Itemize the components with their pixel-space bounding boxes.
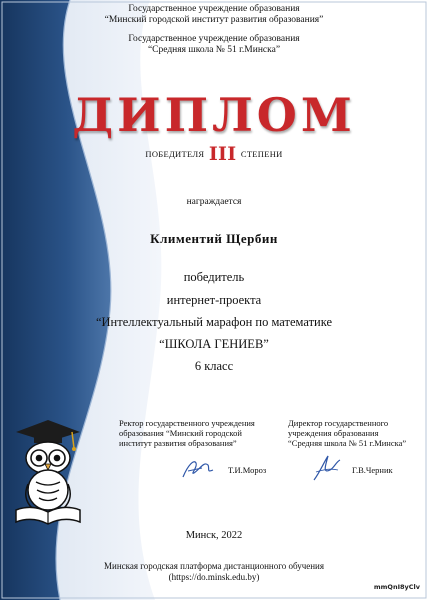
footer [0, 561, 428, 582]
signature-left-scribble [180, 455, 216, 481]
signature-right-name: Г.В.Черник [352, 465, 393, 475]
body-line-3: “Интеллектуальный марафон по математике [95, 315, 333, 329]
header-org1 [0, 4, 428, 26]
footer-line1: Минская городская платформа дистанционного обучения [104, 561, 324, 571]
header-org2 [0, 34, 428, 56]
signature-right-line3: “Средняя школа № 51 г.Минска” [288, 438, 407, 448]
owl-graduate-icon [10, 418, 86, 526]
degree-roman: III [208, 143, 237, 165]
degree-before: ПОБЕДИТЕЛЯ [145, 149, 205, 159]
verification-code: mmQnI8yClv [373, 583, 420, 591]
body-line-1: победитель [183, 270, 245, 284]
awarded-text: награждается [186, 197, 242, 207]
place-date: Минск, 2022 [185, 530, 243, 541]
footer-line2: (https://do.minsk.edu.by) [168, 571, 260, 582]
signature-right-line2: учреждения образования [288, 428, 379, 438]
diploma-title: ДИПЛОМ [72, 88, 356, 142]
signature-right-line1: Директор государственного [288, 418, 389, 428]
signature-left-name: Т.И.Мороз [228, 465, 267, 475]
signature-left-line1: Ректор государственного учреждения [119, 418, 255, 428]
signature-left-line3: институт развития образования” [119, 438, 237, 448]
header-org2-line2: “Средняя школа № 51 г.Минска” [147, 45, 281, 55]
body-line-4: “ШКОЛА ГЕНИЕВ” [159, 337, 269, 351]
header-org2-line1: Государственное учреждение образования [128, 34, 300, 44]
signature-left-line2: образования “Минский городской [119, 428, 242, 438]
degree-after: СТЕПЕНИ [240, 149, 283, 159]
degree-line [0, 143, 428, 165]
body-line-5: 6 класс [194, 359, 234, 373]
signature-right-scribble [310, 452, 344, 484]
header-org1-line1: Государственное учреждение образования [128, 4, 300, 14]
signature-right-title [288, 418, 424, 448]
signature-left-title [119, 418, 279, 448]
header-org1-line2: “Минский городской институт развития образования” [104, 15, 324, 25]
recipient-name: Климентий Щербин [150, 231, 278, 246]
body-line-2: интернет-проекта [166, 293, 262, 307]
